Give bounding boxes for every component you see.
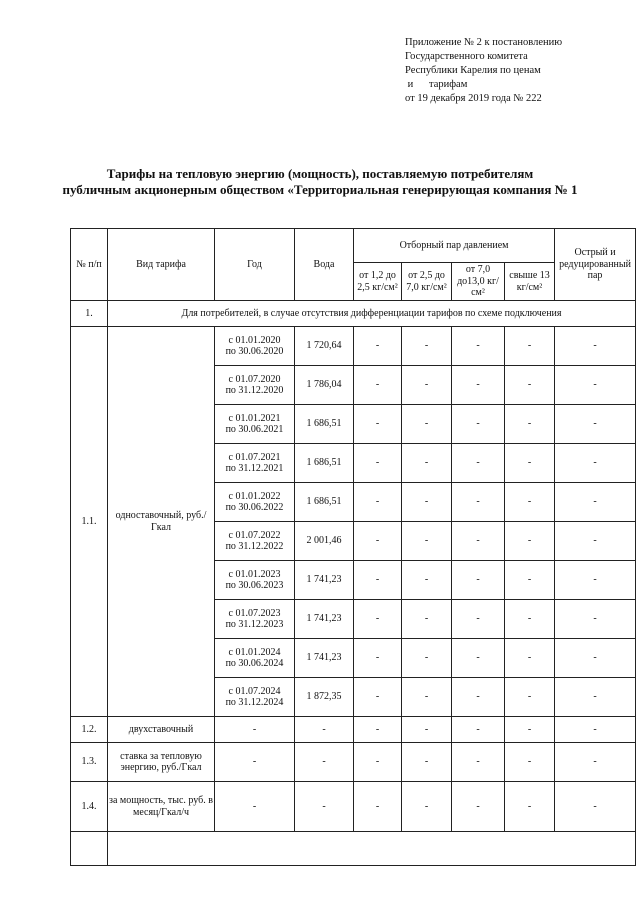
dash-cell: - bbox=[505, 327, 555, 366]
row-num: 1.2. bbox=[71, 717, 108, 743]
dash-cell: - bbox=[402, 782, 452, 832]
dash-cell: - bbox=[354, 639, 402, 678]
period-cell bbox=[215, 678, 295, 717]
tariff-label: за мощность, тыс. руб. в месяц/Гкал/ч bbox=[108, 782, 215, 832]
row-num: 1.3. bbox=[71, 743, 108, 782]
dash-cell: - bbox=[215, 743, 295, 782]
dash-cell: - bbox=[402, 678, 452, 717]
period-from: с 01.07.2023 bbox=[228, 607, 281, 619]
dash-cell: - bbox=[295, 782, 354, 832]
header-year: Год bbox=[215, 229, 295, 301]
period-from: с 01.01.2020 bbox=[228, 334, 281, 346]
water-value: 1 741,23 bbox=[295, 639, 354, 678]
period-cell bbox=[215, 327, 295, 366]
dash-cell: - bbox=[555, 678, 636, 717]
water-value: 1 741,23 bbox=[295, 600, 354, 639]
dash-cell: - bbox=[215, 782, 295, 832]
dash-cell: - bbox=[505, 639, 555, 678]
period-from: с 01.01.2023 bbox=[228, 568, 281, 580]
water-value: 1 686,51 bbox=[295, 444, 354, 483]
dash-cell: - bbox=[555, 522, 636, 561]
period-cell bbox=[215, 366, 295, 405]
header-steam-2: от 2,5 до 7,0 кг/см² bbox=[402, 263, 452, 301]
dash-cell: - bbox=[402, 561, 452, 600]
dash-cell: - bbox=[555, 366, 636, 405]
empty-row bbox=[71, 832, 636, 866]
dash-cell: - bbox=[402, 522, 452, 561]
dash-cell: - bbox=[555, 483, 636, 522]
title-line-1: Тарифы на тепловую энергию (мощность), поставляемую потребителям bbox=[106, 166, 534, 181]
dash-cell: - bbox=[505, 405, 555, 444]
dash-cell: - bbox=[555, 639, 636, 678]
appendix-line: Государственного комитета bbox=[405, 51, 528, 62]
dash-cell: - bbox=[505, 782, 555, 832]
dash-cell: - bbox=[505, 678, 555, 717]
dash-cell: - bbox=[555, 782, 636, 832]
period-from: с 01.01.2024 bbox=[228, 646, 281, 658]
dash-cell: - bbox=[295, 717, 354, 743]
row-num: 1.1. bbox=[71, 327, 108, 717]
dash-cell: - bbox=[354, 444, 402, 483]
appendix-line: от 19 декабря 2019 года № 222 bbox=[405, 93, 542, 104]
appendix-line: Приложение № 2 к постановлению bbox=[405, 37, 563, 48]
header-steam-3: от 7,0 до13,0 кг/см² bbox=[452, 263, 505, 301]
dash-cell: - bbox=[402, 717, 452, 743]
tariff-label: двухставочный bbox=[108, 717, 215, 743]
header-steam-group: Отборный пар давлением bbox=[354, 229, 555, 263]
dash-cell: - bbox=[452, 522, 505, 561]
dash-cell: - bbox=[354, 327, 402, 366]
tariff-label: ставка за тепловую энергию, руб./Гкал bbox=[108, 743, 215, 782]
dash-cell: - bbox=[402, 743, 452, 782]
period-to: по 30.06.2022 bbox=[225, 502, 284, 513]
period-cell bbox=[215, 639, 295, 678]
period-from: с 01.01.2021 bbox=[228, 412, 281, 424]
water-value: 1 686,51 bbox=[295, 405, 354, 444]
water-value: 1 786,04 bbox=[295, 366, 354, 405]
period-to: по 31.12.2024 bbox=[225, 697, 284, 708]
dash-cell: - bbox=[505, 366, 555, 405]
table-row bbox=[71, 743, 636, 782]
dash-cell: - bbox=[505, 743, 555, 782]
period-cell bbox=[215, 522, 295, 561]
dash-cell: - bbox=[555, 405, 636, 444]
dash-cell: - bbox=[402, 444, 452, 483]
dash-cell: - bbox=[452, 327, 505, 366]
header-sharp-steam: Острый и редуцированный пар bbox=[555, 229, 636, 301]
dash-cell: - bbox=[215, 717, 295, 743]
dash-cell: - bbox=[354, 782, 402, 832]
dash-cell: - bbox=[555, 561, 636, 600]
title-line-2: публичным акционерным обществом «Территориальная генерирующая компания № 1 bbox=[62, 182, 578, 197]
water-value: 2 001,46 bbox=[295, 522, 354, 561]
dash-cell: - bbox=[452, 405, 505, 444]
water-value: 1 741,23 bbox=[295, 561, 354, 600]
period-to: по 31.12.2022 bbox=[225, 541, 284, 552]
dash-cell: - bbox=[452, 561, 505, 600]
period-cell bbox=[215, 483, 295, 522]
dash-cell: - bbox=[505, 717, 555, 743]
empty-cell bbox=[108, 832, 636, 866]
period-to: по 30.06.2023 bbox=[225, 580, 284, 591]
dash-cell: - bbox=[505, 522, 555, 561]
dash-cell: - bbox=[505, 444, 555, 483]
dash-cell: - bbox=[555, 717, 636, 743]
dash-cell: - bbox=[354, 522, 402, 561]
dash-cell: - bbox=[402, 327, 452, 366]
period-cell bbox=[215, 444, 295, 483]
period-cell bbox=[215, 561, 295, 600]
dash-cell: - bbox=[452, 678, 505, 717]
appendix-note bbox=[405, 36, 635, 106]
period-to: по 30.06.2024 bbox=[225, 658, 284, 669]
dash-cell: - bbox=[354, 405, 402, 444]
dash-cell: - bbox=[354, 600, 402, 639]
period-cell bbox=[215, 405, 295, 444]
period-to: по 31.12.2020 bbox=[225, 385, 284, 396]
table-row bbox=[71, 327, 636, 366]
dash-cell: - bbox=[354, 561, 402, 600]
period-from: с 01.07.2020 bbox=[228, 373, 281, 385]
header-num: № п/п bbox=[71, 229, 108, 301]
dash-cell: - bbox=[452, 444, 505, 483]
header-steam-4: свыше 13 кг/см² bbox=[505, 263, 555, 301]
dash-cell: - bbox=[402, 405, 452, 444]
period-cell bbox=[215, 600, 295, 639]
dash-cell: - bbox=[555, 327, 636, 366]
table-row bbox=[71, 782, 636, 832]
empty-cell bbox=[71, 832, 108, 866]
dash-cell: - bbox=[452, 782, 505, 832]
dash-cell: - bbox=[354, 743, 402, 782]
dash-cell: - bbox=[452, 717, 505, 743]
tariff-table bbox=[70, 228, 636, 866]
dash-cell: - bbox=[354, 678, 402, 717]
period-from: с 01.07.2022 bbox=[228, 529, 281, 541]
period-to: по 31.12.2023 bbox=[225, 619, 284, 630]
dash-cell: - bbox=[402, 366, 452, 405]
dash-cell: - bbox=[555, 444, 636, 483]
header-water: Вода bbox=[295, 229, 354, 301]
dash-cell: - bbox=[295, 743, 354, 782]
table-row bbox=[71, 717, 636, 743]
water-value: 1 686,51 bbox=[295, 483, 354, 522]
period-from: с 01.01.2022 bbox=[228, 490, 281, 502]
tariff-label: одноставочный, руб./Гкал bbox=[108, 327, 215, 717]
dash-cell: - bbox=[354, 717, 402, 743]
period-from: с 01.07.2024 bbox=[228, 685, 281, 697]
dash-cell: - bbox=[505, 483, 555, 522]
appendix-line: Республики Карелия по ценам bbox=[405, 65, 541, 76]
period-from: с 01.07.2021 bbox=[228, 451, 281, 463]
dash-cell: - bbox=[555, 600, 636, 639]
section-num: 1. bbox=[71, 301, 108, 327]
document-title bbox=[0, 166, 640, 198]
header-tariff-type: Вид тарифа bbox=[108, 229, 215, 301]
water-value: 1 872,35 bbox=[295, 678, 354, 717]
row-num: 1.4. bbox=[71, 782, 108, 832]
header-steam-1: от 1,2 до 2,5 кг/см² bbox=[354, 263, 402, 301]
dash-cell: - bbox=[505, 600, 555, 639]
dash-cell: - bbox=[452, 483, 505, 522]
dash-cell: - bbox=[555, 743, 636, 782]
dash-cell: - bbox=[452, 639, 505, 678]
dash-cell: - bbox=[505, 561, 555, 600]
period-to: по 31.12.2021 bbox=[225, 463, 284, 474]
dash-cell: - bbox=[354, 366, 402, 405]
water-value: 1 720,64 bbox=[295, 327, 354, 366]
period-to: по 30.06.2020 bbox=[225, 346, 284, 357]
dash-cell: - bbox=[402, 600, 452, 639]
dash-cell: - bbox=[452, 743, 505, 782]
period-to: по 30.06.2021 bbox=[225, 424, 284, 435]
dash-cell: - bbox=[452, 600, 505, 639]
dash-cell: - bbox=[402, 483, 452, 522]
dash-cell: - bbox=[354, 483, 402, 522]
section-text: Для потребителей, в случае отсутствия дифференциации тарифов по схеме подключения bbox=[108, 301, 636, 327]
dash-cell: - bbox=[402, 639, 452, 678]
appendix-line: и тарифам bbox=[405, 79, 468, 90]
dash-cell: - bbox=[452, 366, 505, 405]
